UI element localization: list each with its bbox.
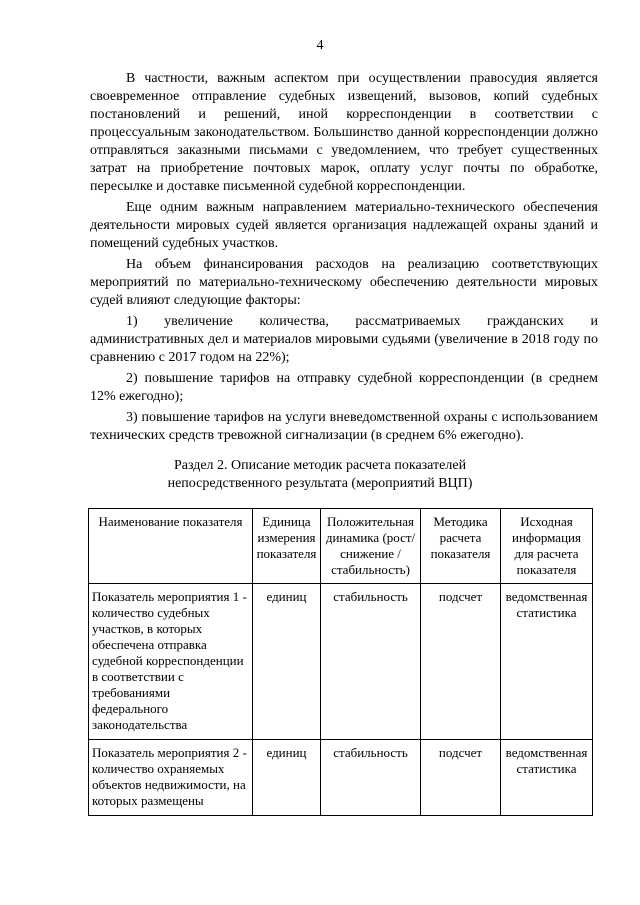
indicator-name-cell: Показатель мероприятия 1 - количество судебных участков, в которых обеспечена отправка судебной корреспонденции в соответствии с требованиями федерального законодательства [89,584,253,740]
paragraph-financing-factors: На объем финансирования расходов на реализацию соответствующих мероприятий по материально-техническому обеспечению деятельности мировых судей влияют следующие факторы: [90,257,598,308]
header-indicator-name: Наименование показателя [89,509,253,584]
header-dynamics: Положительная динамика (рост/снижение / стабильность) [321,509,421,584]
header-unit: Единица измерения показателя [253,509,321,584]
unit-cell: единиц [253,740,321,816]
factor-item-1: 1) увеличение количества, рассматриваемых гражданских и административных дел и материалов мировыми судьями (увеличение в 2018 году по сравнению с 2017 годом на 22%); [90,314,598,365]
source-cell: ведомственная статистика [501,740,593,816]
indicator-name-cell: Показатель мероприятия 2 - количество охраняемых объектов недвижимости, на которых размещены [89,740,253,816]
indicators-table [88,508,593,816]
header-source: Исходная информация для расчета показателя [501,509,593,584]
page-number: 4 [316,38,324,53]
section-title-line-1: Раздел 2. Описание методик расчета показателей [173,458,467,473]
factor-item-3: 3) повышение тарифов на услуги вневедомственной охраны с использованием технических средств тревожной сигнализации (в среднем 6% ежегодно). [90,410,598,443]
section-title [0,457,640,493]
method-cell: подсчет [421,740,501,816]
body-text [90,70,598,448]
table-row [89,584,593,740]
table-row [89,740,593,816]
unit-cell: единиц [253,584,321,740]
header-method: Методика расчета показателя [421,509,501,584]
section-title-line-2: непосредственного результата (мероприятий ВЦП) [167,476,473,491]
factor-item-2: 2) повышение тарифов на отправку судебной корреспонденции (в среднем 12% ежегодно); [90,371,598,404]
dynamics-cell: стабильность [321,740,421,816]
source-cell: ведомственная статистика [501,584,593,740]
method-cell: подсчет [421,584,501,740]
paragraph-postal-correspondence: В частности, важным аспектом при осуществлении правосудия является своевременное отправление судебных извещений, вызовов, копий судебных постановлений и решений, иной корреспонденции в соответствии с процессуальным законодательством. Большинство данной корреспонденции должно отправляться заказными письмами с уведомлением, что требует существенных затрат на приобретение почтовых марок, оплату услуг почты по обработке, пересылке и доставке письменной судебной корреспонденции. [90,71,598,194]
table-header-row [89,509,593,584]
dynamics-cell: стабильность [321,584,421,740]
paragraph-security: Еще одним важным направлением материально-технического обеспечения деятельности мировых судей является организация надлежащей охраны зданий и помещений судебных участков. [90,200,598,251]
